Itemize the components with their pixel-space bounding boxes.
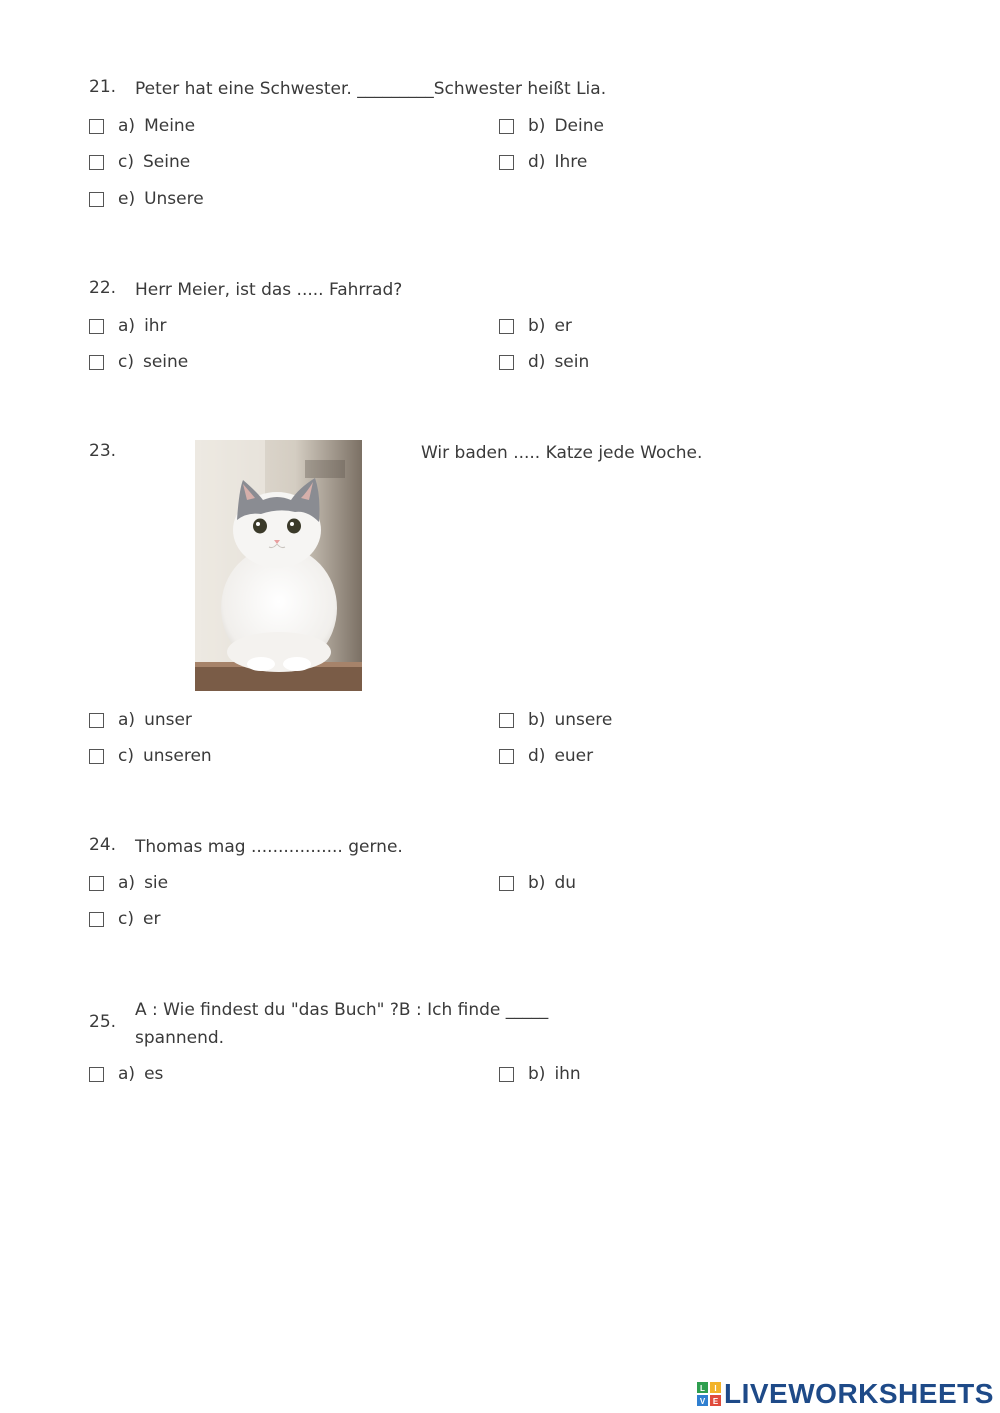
option-letter: c) — [118, 909, 134, 929]
option-letter: a) — [118, 316, 136, 336]
option-letter: c) — [118, 352, 134, 372]
checkbox[interactable] — [499, 119, 514, 134]
question-number: 21. — [89, 77, 117, 97]
svg-text:V: V — [699, 1397, 706, 1406]
question-text: Thomas mag ................. gerne. — [135, 837, 403, 857]
checkbox[interactable] — [89, 192, 104, 207]
question-number: 22. — [89, 278, 117, 298]
cat-photo — [195, 440, 362, 691]
checkbox[interactable] — [89, 1067, 104, 1082]
option-letter: b) — [528, 316, 546, 336]
checkbox[interactable] — [499, 1067, 514, 1082]
checkbox[interactable] — [499, 749, 514, 764]
checkbox[interactable] — [89, 319, 104, 334]
checkbox[interactable] — [89, 912, 104, 927]
checkbox[interactable] — [89, 749, 104, 764]
option-label: er — [554, 316, 572, 336]
checkbox[interactable] — [499, 319, 514, 334]
liveworksheets-logo-icon — [697, 1382, 721, 1406]
option-letter: e) — [118, 189, 136, 209]
option-label: es — [144, 1064, 164, 1084]
question-text: Wir baden ..... Katze jede Woche. — [421, 443, 703, 463]
option-letter: b) — [528, 710, 546, 730]
svg-text:L: L — [700, 1384, 705, 1393]
question-number: 24. — [89, 835, 117, 855]
option-label: er — [142, 909, 161, 929]
svg-text:I: I — [714, 1384, 717, 1393]
option-letter: a) — [118, 873, 136, 893]
question-number: 25. — [89, 1012, 117, 1032]
option-b[interactable] — [499, 1062, 581, 1086]
option-b[interactable] — [499, 314, 572, 338]
option-letter: a) — [118, 116, 136, 136]
option-a[interactable] — [89, 871, 168, 895]
checkbox[interactable] — [499, 713, 514, 728]
option-label: sein — [554, 352, 590, 372]
option-letter: a) — [118, 710, 136, 730]
option-e[interactable] — [89, 187, 204, 211]
option-d[interactable] — [499, 350, 589, 374]
checkbox[interactable] — [89, 713, 104, 728]
checkbox[interactable] — [89, 155, 104, 170]
option-c[interactable] — [89, 907, 160, 931]
checkbox[interactable] — [499, 155, 514, 170]
option-label: Unsere — [144, 189, 204, 209]
option-c[interactable] — [89, 350, 188, 374]
option-label: euer — [554, 746, 594, 766]
option-label: Seine — [142, 152, 191, 172]
question-text: Peter hat eine Schwester. _________Schwester heißt Lia. — [135, 79, 607, 99]
option-letter: c) — [118, 152, 134, 172]
option-d[interactable] — [499, 744, 593, 768]
option-letter: c) — [118, 746, 134, 766]
question-text: Herr Meier, ist das ..... Fahrrad? — [135, 280, 403, 300]
option-label: seine — [142, 352, 189, 372]
checkbox[interactable] — [499, 876, 514, 891]
option-c[interactable] — [89, 150, 190, 174]
checkbox[interactable] — [89, 119, 104, 134]
option-a[interactable] — [89, 314, 167, 338]
option-label: Meine — [144, 116, 196, 136]
option-b[interactable] — [499, 708, 612, 732]
option-letter: b) — [528, 116, 546, 136]
option-label: Deine — [554, 116, 604, 136]
option-letter: b) — [528, 873, 546, 893]
option-label: ihn — [554, 1064, 581, 1084]
option-c[interactable] — [89, 744, 212, 768]
question-number: 23. — [89, 441, 117, 461]
option-letter: a) — [118, 1064, 136, 1084]
option-letter: d) — [528, 152, 546, 172]
liveworksheets-logo — [697, 1378, 994, 1410]
option-a[interactable] — [89, 1062, 163, 1086]
option-b[interactable] — [499, 871, 576, 895]
option-label: du — [554, 873, 577, 893]
option-label: Ihre — [554, 152, 588, 172]
option-a[interactable] — [89, 708, 192, 732]
option-b[interactable] — [499, 114, 604, 138]
question-text-line-2: spannend. — [135, 1028, 225, 1048]
option-letter: b) — [528, 1064, 546, 1084]
option-label: ihr — [144, 316, 167, 336]
option-d[interactable] — [499, 150, 587, 174]
option-label: unseren — [142, 746, 212, 766]
option-letter: d) — [528, 352, 546, 372]
option-label: unsere — [554, 710, 613, 730]
option-label: unser — [144, 710, 192, 730]
option-letter: d) — [528, 746, 546, 766]
checkbox[interactable] — [89, 876, 104, 891]
checkbox[interactable] — [89, 355, 104, 370]
checkbox[interactable] — [499, 355, 514, 370]
option-a[interactable] — [89, 114, 195, 138]
logo-text: LIVEWORKSHEETS — [724, 1378, 994, 1409]
svg-text:E: E — [712, 1397, 719, 1406]
option-label: sie — [144, 873, 169, 893]
question-text-line-1: A : Wie findest du "das Buch" ?B : Ich finde _____ — [135, 1000, 549, 1020]
